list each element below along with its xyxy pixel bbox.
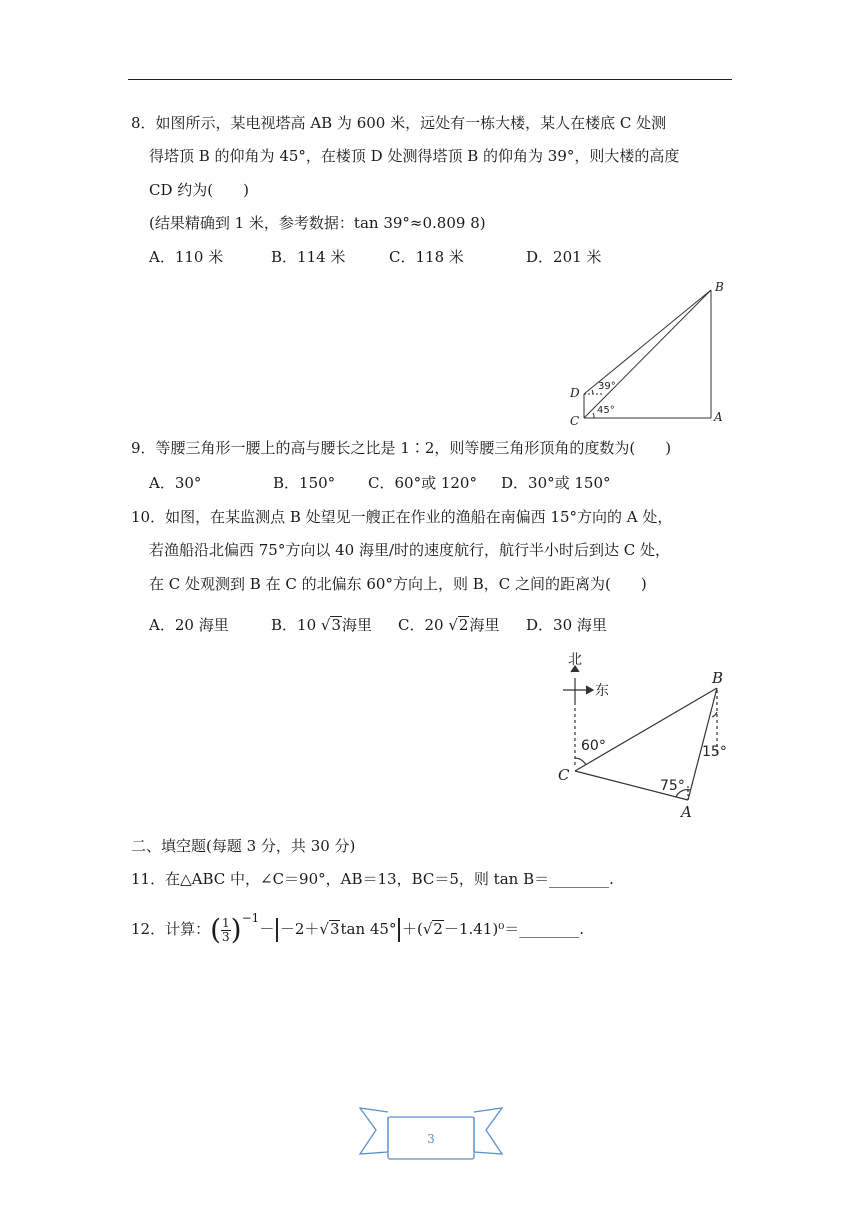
q8-line-cb: [584, 290, 711, 418]
q8-arc-c: [593, 413, 594, 418]
q9-option-c[interactable]: C．60°或 120°: [368, 474, 477, 492]
q9-option-a[interactable]: A．30°: [149, 474, 202, 492]
q10-angle-b: 15°: [702, 744, 727, 760]
q9-option-b[interactable]: B．150°: [273, 474, 336, 492]
q12-prefix: 12．计算：: [131, 920, 211, 938]
q8-angle-d: 39°: [598, 381, 616, 392]
q10-label-c: C: [558, 766, 570, 784]
q10-arc-b: [712, 712, 717, 717]
q10-line-cb: [575, 688, 717, 771]
q10-option-b-radicand: 3: [331, 616, 342, 634]
q10-figure: [550, 650, 740, 822]
ribbon-left-tail: [360, 1108, 388, 1154]
q8-option-c[interactable]: C．118 米: [389, 248, 464, 266]
q12-plus-pre: ＋(: [401, 920, 423, 938]
q8-line3: CD 约为( ): [149, 181, 249, 199]
q8-label-b: B: [715, 280, 724, 294]
q12-frac-den: 3: [222, 929, 230, 944]
q8-line1: 8．如图所示，某电视塔高 AB 为 600 米，远处有一栋大楼，某人在楼底 C 处测: [131, 114, 667, 132]
q10-angle-c: 60°: [581, 738, 606, 754]
q8-line-db: [584, 290, 711, 394]
q12-tail: －1.41)⁰＝________.: [443, 920, 584, 938]
q8-option-a[interactable]: A．110 米: [149, 248, 224, 266]
q10-label-b: B: [712, 669, 724, 687]
q8-angle-c: 45°: [597, 405, 615, 416]
q12-fraction: [221, 917, 231, 944]
q12-frac-num: 1: [222, 915, 230, 930]
header-rule: [128, 79, 732, 80]
q10-east-arrow-head: [586, 686, 593, 694]
ribbon-right-tail: [474, 1108, 502, 1154]
q8-line4: (结果精确到 1 米，参考数据：tan 39°≈0.809 8): [149, 214, 486, 232]
q12-radicand-2: 2: [433, 920, 443, 938]
q10-option-c-suffix: 海里: [469, 616, 500, 634]
page-number: 3: [427, 1132, 435, 1146]
q10-label-east: 东: [595, 683, 609, 699]
q12-inner-radicand: 3: [329, 920, 340, 938]
q8-label-a: A: [714, 410, 723, 424]
q12-line: 12．计算：( $\frac{1}{3}$ )$^{-1}$－ －2＋√3tan 45° ＋(√2－1.41)⁰＝________.: [131, 911, 584, 946]
q10-option-b-suffix: 海里: [342, 616, 373, 634]
q8-line2: 得塔顶 B 的仰角为 45°，在楼顶 D 处测得塔顶 B 的仰角为 39°，则大楼的高度: [149, 147, 680, 165]
q10-option-a[interactable]: A．20 海里: [149, 616, 229, 634]
q10-angle-a: 75°: [660, 778, 685, 794]
q10-line3: 在 C 处观测到 B 在 C 的北偏东 60°方向上，则 B，C 之间的距离为( ): [149, 575, 647, 593]
q10-label-a: A: [681, 803, 692, 821]
q10-option-c-radicand: 2: [458, 616, 469, 634]
q12-inner-post: tan 45°: [340, 920, 397, 938]
q10-arc-c: [575, 758, 586, 765]
q10-label-north: 北: [568, 652, 582, 668]
q9-line1: 9．等腰三角形一腰上的高与腰长之比是 1∶2，则等腰三角形顶角的度数为( ): [131, 439, 672, 457]
q12-inner-pre: －2＋: [279, 920, 320, 938]
q8-option-d[interactable]: D．201 米: [526, 248, 602, 266]
q9-option-d[interactable]: D．30°或 150°: [501, 474, 611, 492]
q12-exponent: −1: [241, 911, 260, 925]
q10-option-b-prefix: B．10: [271, 616, 317, 634]
page-number-ribbon: [358, 1104, 504, 1164]
section-title: 二、填空题(每题 3 分，共 30 分): [131, 837, 356, 855]
q12-minus: －: [259, 920, 275, 938]
q10-option-b[interactable]: B．10 √3海里: [271, 616, 373, 634]
q8-label-c: C: [570, 414, 580, 428]
q11-line: 11．在△ABC 中，∠C＝90°，AB＝13，BC＝5，则 tan B＝________.: [131, 870, 614, 888]
q10-option-c[interactable]: C．20 √2海里: [398, 616, 500, 634]
q10-option-c-prefix: C．20: [398, 616, 444, 634]
q8-option-b[interactable]: B．114 米: [271, 248, 346, 266]
q8-label-d: D: [570, 386, 580, 400]
q8-figure: [560, 278, 740, 428]
q10-line2: 若渔船沿北偏西 75°方向以 40 海里/时的速度航行，航行半小时后到达 C 处，: [149, 541, 671, 559]
q10-option-d[interactable]: D．30 海里: [526, 616, 607, 634]
q8-arc-d: [592, 390, 593, 394]
q10-line1: 10．如图，在某监测点 B 处望见一艘正在作业的渔船在南偏西 15°方向的 A 处，: [131, 508, 673, 526]
